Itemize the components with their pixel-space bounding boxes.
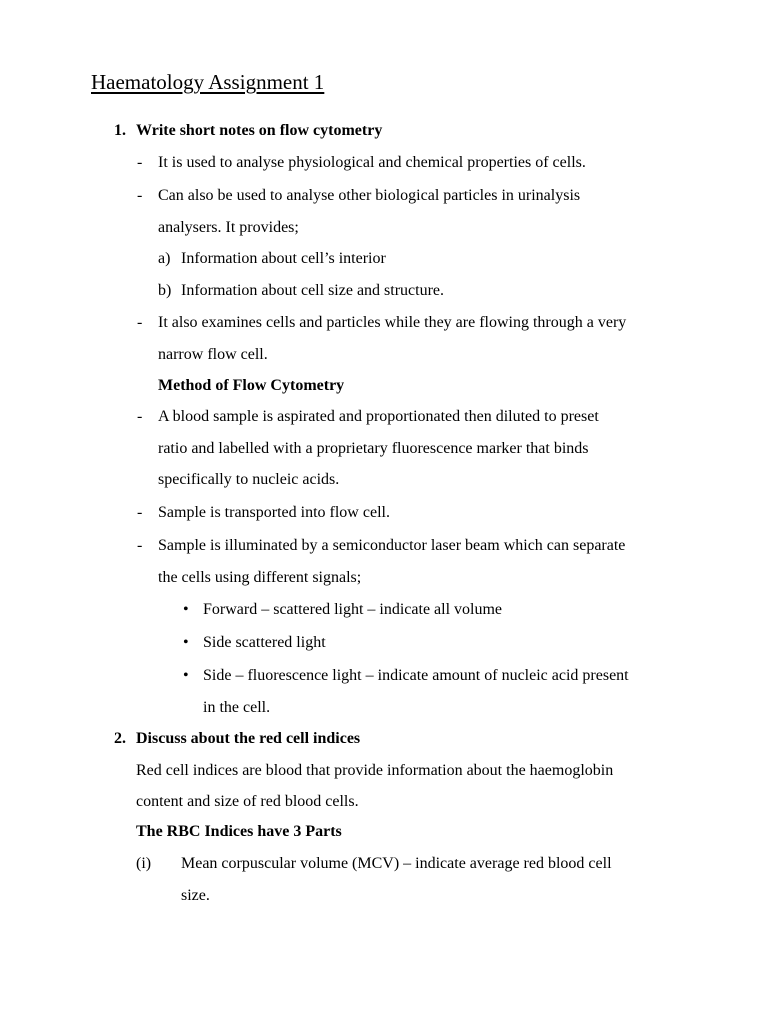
bullet-text: Sample is transported into flow cell. [158,504,390,521]
bullet-text: It is used to analyse physiological and chemical properties of cells. [158,154,586,171]
signal-bullet: • [183,634,189,651]
signal-text: Side – fluorescence light – indicate amount of nucleic acid present [203,667,629,684]
bullet-text: analysers. It provides; [158,219,299,236]
part-marker: (i) [136,855,152,872]
signal-bullet: • [183,667,189,684]
signal-text: Forward – scattered light – indicate all volume [203,601,503,618]
bullet-marker: - [137,187,143,204]
bullet-text: Can also be used to analyse other biological particles in urinalysis [158,187,581,204]
paragraph-line: content and size of red blood cells. [136,793,359,810]
bullet-marker: - [137,154,143,171]
question-1-number: 1. [114,122,126,139]
sub-item-text: Information about cell size and structure. [181,282,445,299]
question-2-number: 2. [114,730,126,747]
part-text: size. [181,887,210,904]
document-title: Haematology Assignment 1 [91,70,325,94]
sub-item-marker: a) [158,250,171,267]
bullet-text: specifically to nucleic acids. [158,471,340,488]
bullet-marker: - [137,537,143,554]
bullet-text: ratio and labelled with a proprietary fluorescence marker that binds [158,440,589,457]
bullet-marker: - [137,408,143,425]
bullet-marker: - [137,314,143,331]
question-1-heading: Write short notes on flow cytometry [136,122,383,139]
bullet-text: Sample is illuminated by a semiconductor laser beam which can separate [158,537,626,554]
bullet-marker: - [137,504,143,521]
sub-item-marker: b) [158,282,172,299]
bullet-text: A blood sample is aspirated and proportionated then diluted to preset [158,408,599,425]
method-heading: Method of Flow Cytometry [158,377,345,394]
parts-heading: The RBC Indices have 3 Parts [136,823,342,840]
signal-bullet: • [183,601,189,618]
signal-text: Side scattered light [203,634,326,651]
question-2-heading: Discuss about the red cell indices [136,730,361,747]
bullet-text: narrow flow cell. [158,346,268,363]
bullet-text: the cells using different signals; [158,569,362,586]
signal-text: in the cell. [203,699,271,716]
part-text: Mean corpuscular volume (MCV) – indicate average red blood cell [181,855,612,872]
paragraph-line: Red cell indices are blood that provide information about the haemoglobin [136,762,614,779]
bullet-text: It also examines cells and particles while they are flowing through a very [158,314,627,331]
sub-item-text: Information about cell’s interior [181,250,386,267]
